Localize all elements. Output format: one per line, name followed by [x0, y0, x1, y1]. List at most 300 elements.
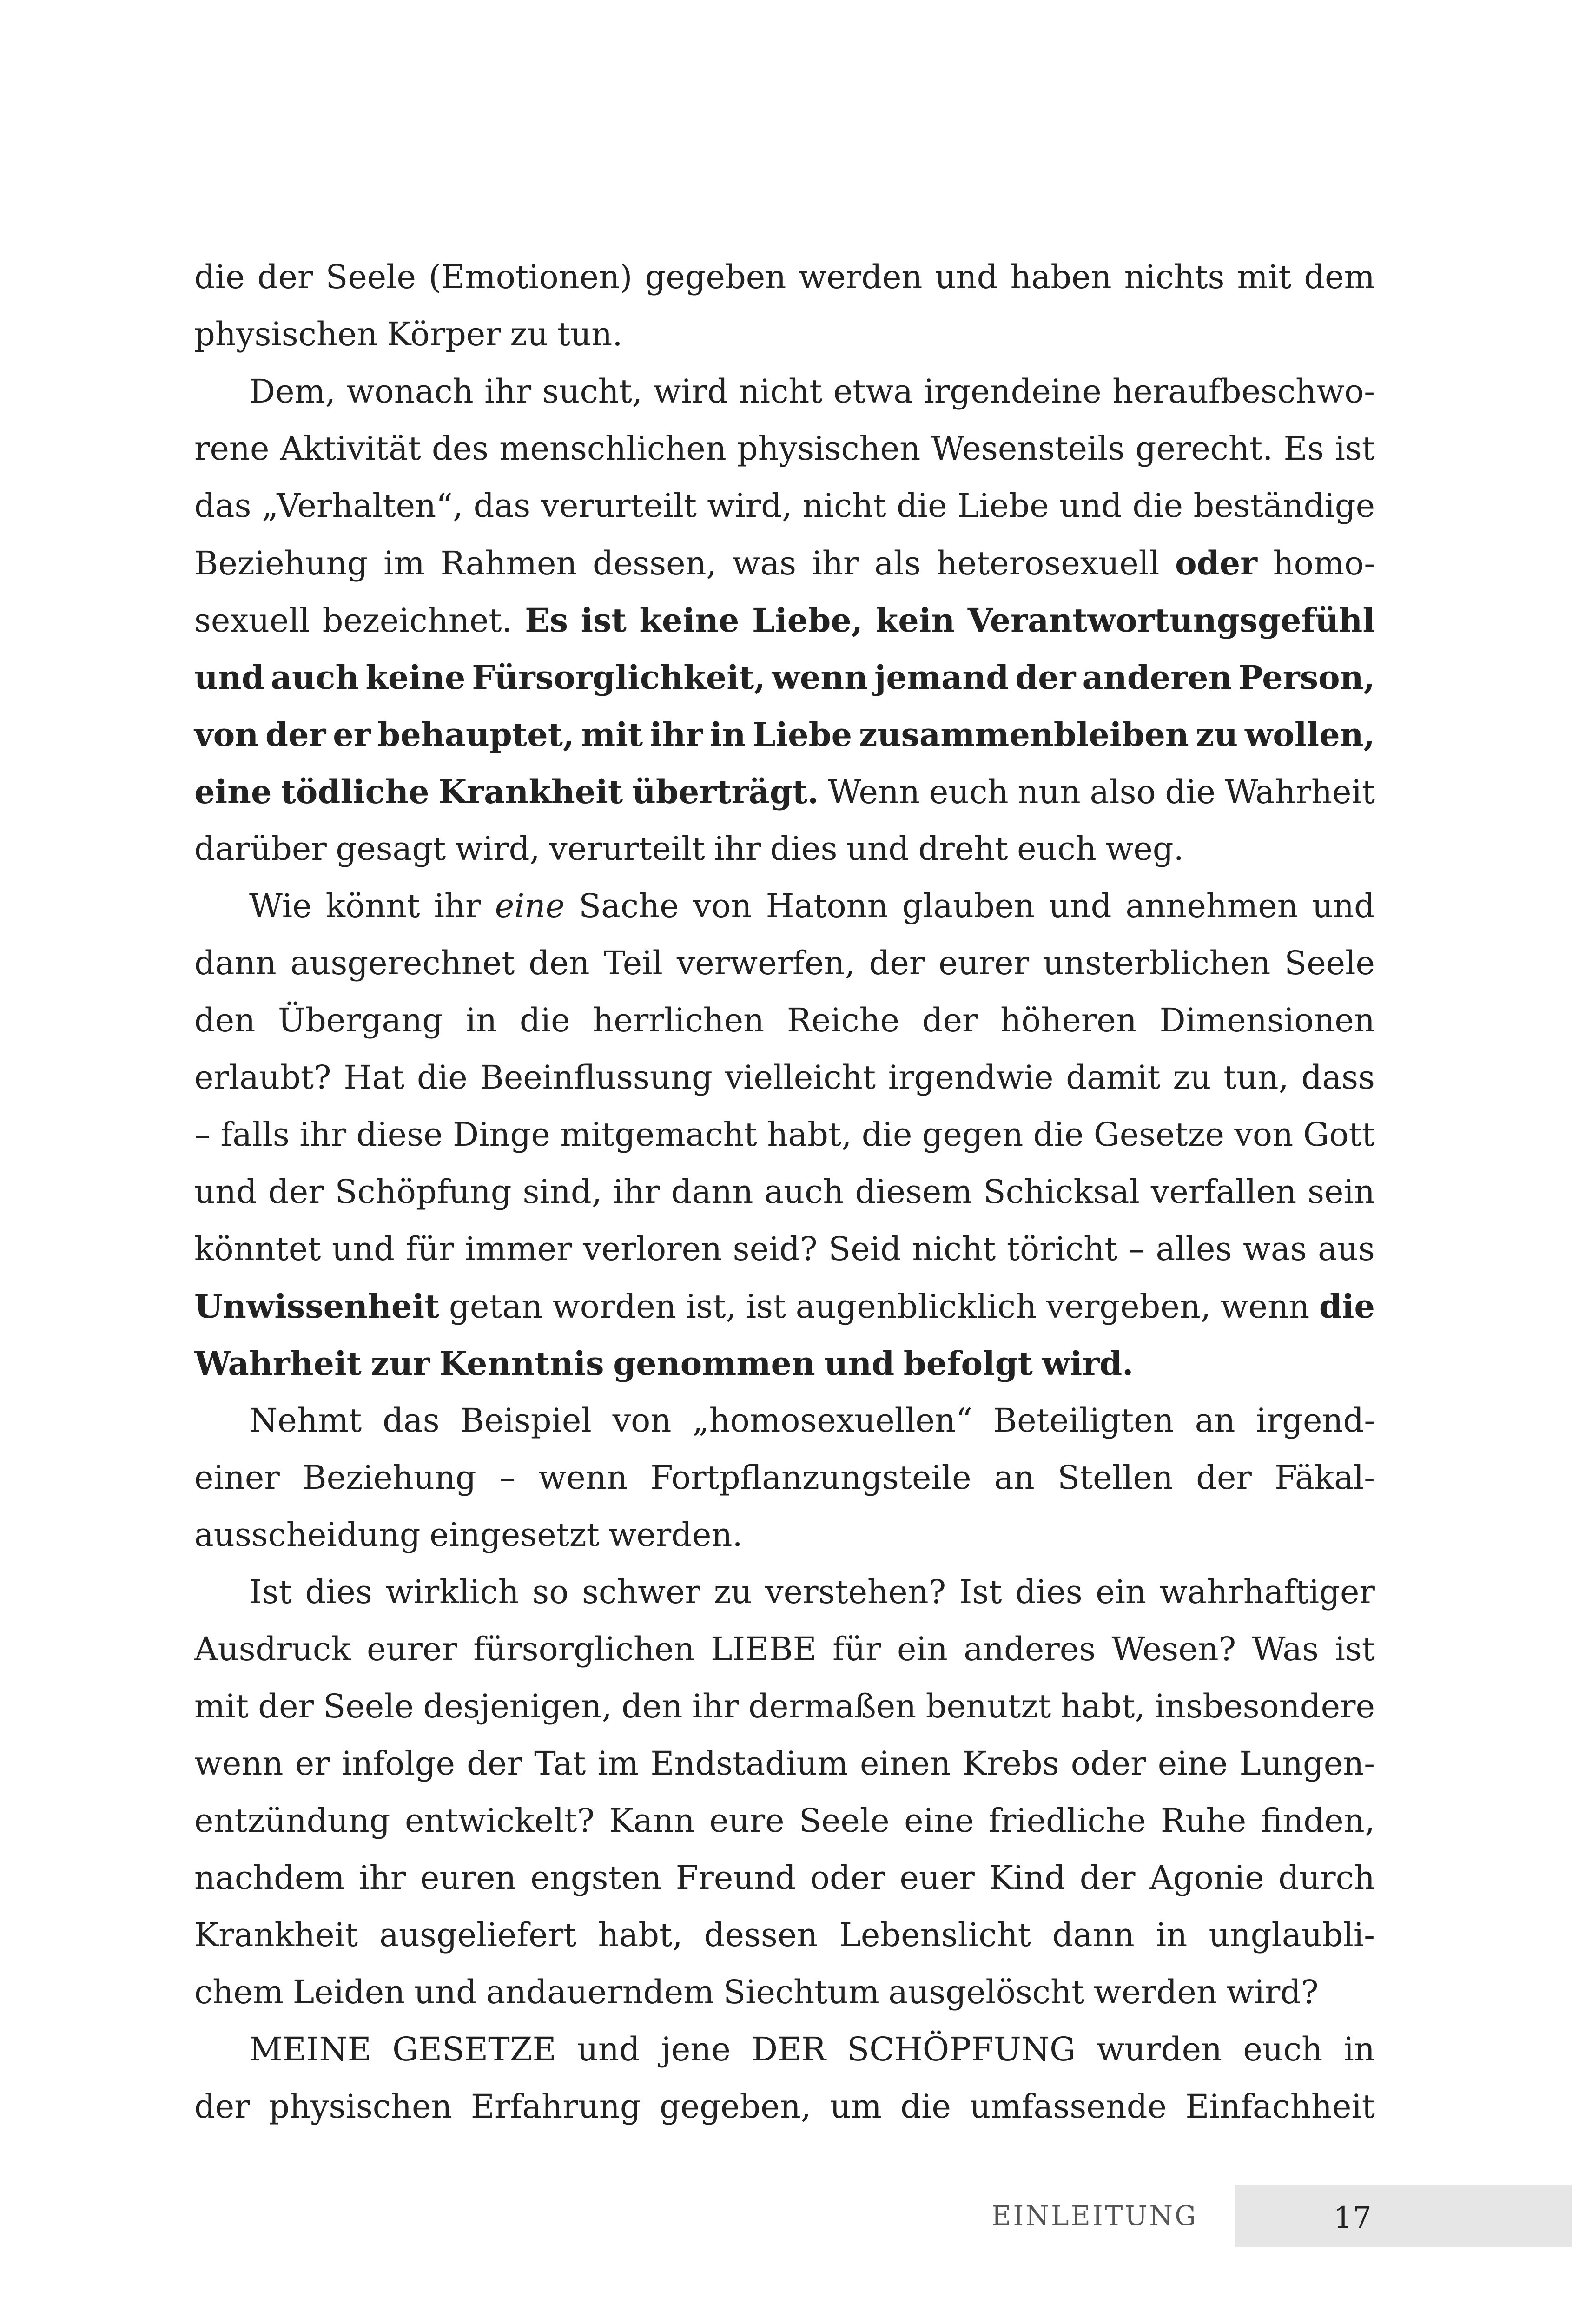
word: sein: [1308, 1173, 1375, 1211]
text-line: [194, 1449, 1375, 1506]
word: Leiden: [292, 1973, 405, 2011]
word: irgend-: [1256, 1401, 1375, 1439]
word: Dimensionen: [1159, 1001, 1375, 1039]
word: Sache: [579, 887, 679, 925]
word: ihr: [484, 372, 532, 410]
word: und: [1312, 887, 1375, 925]
word: dass: [1301, 1058, 1375, 1096]
word: dessen: [704, 1916, 818, 1954]
word: eine: [495, 887, 565, 925]
word: oder: [1175, 544, 1258, 582]
word: annehmen: [1125, 887, 1298, 925]
word: insbesondere: [1154, 1687, 1375, 1725]
word: wahrhaftiger: [1159, 1573, 1375, 1611]
word: schwer: [581, 1573, 700, 1611]
text-line: [194, 1564, 1375, 1621]
word: in: [710, 715, 746, 754]
word: finden,: [1261, 1802, 1375, 1840]
word: Aktivität: [280, 429, 421, 468]
word: und: [1049, 887, 1112, 925]
word: anderes: [964, 1630, 1096, 1668]
word: unsterblichen: [1043, 944, 1271, 982]
word: etwa: [833, 372, 913, 410]
word: ist: [1334, 429, 1375, 468]
word: Nehmt: [249, 1401, 362, 1439]
word: entwickelt?: [404, 1802, 595, 1840]
word: der: [922, 1001, 978, 1039]
text-line: [194, 820, 1375, 878]
word: und: [846, 830, 909, 868]
word: Beteiligten: [993, 1401, 1174, 1439]
word: Teil: [603, 944, 663, 982]
word: euch: [1243, 2030, 1323, 2068]
word: eine: [194, 772, 272, 811]
word: von: [693, 887, 752, 925]
word: glauben: [902, 887, 1035, 925]
word: die: [417, 1058, 468, 1096]
word: um: [830, 2087, 882, 2126]
word: also: [1090, 773, 1156, 811]
word: oder: [810, 1859, 885, 1897]
word: ausgerechnet: [290, 944, 515, 982]
word: die: [194, 258, 245, 296]
word: Liebe: [958, 487, 1049, 525]
word: überträgt.: [632, 772, 819, 811]
word: homo-: [1273, 544, 1375, 582]
word: verstehen?: [765, 1573, 946, 1611]
word: nicht: [912, 1230, 996, 1268]
word: habt,: [598, 1916, 683, 1954]
word: wirklich: [385, 1573, 519, 1611]
word: tun.: [557, 315, 623, 353]
word: für: [832, 1630, 881, 1668]
word: irgendwie: [888, 1058, 1054, 1096]
word: Seele: [1284, 944, 1375, 982]
word: Ist: [249, 1573, 292, 1611]
word: eine: [904, 1802, 974, 1840]
word: Siechtum: [723, 1973, 879, 2011]
word: (Emotionen): [429, 258, 633, 296]
word: GESETZE: [392, 2030, 556, 2068]
word: und: [1059, 487, 1122, 525]
word: auch: [271, 658, 359, 697]
word: der: [265, 715, 326, 754]
word: ihr: [692, 1687, 739, 1725]
word: das: [473, 487, 531, 525]
body-text: [194, 249, 1375, 2135]
word: behauptet,: [377, 715, 575, 754]
word: die: [1165, 773, 1216, 811]
word: Fäkal-: [1275, 1459, 1375, 1497]
text-line: [194, 477, 1375, 535]
word: wird,: [707, 487, 793, 525]
word: heterosexuell: [936, 544, 1160, 582]
word: ausgeliefert: [379, 1916, 577, 1954]
text-line: [194, 878, 1375, 935]
word: Dem,: [249, 372, 336, 410]
word: die: [861, 1116, 912, 1154]
word: in: [465, 1001, 497, 1039]
word: gerecht.: [1135, 429, 1273, 468]
word: euch: [929, 773, 1009, 811]
word: sexuell: [194, 601, 310, 640]
word: ihr: [434, 887, 481, 925]
word: umfassende: [970, 2087, 1167, 2126]
word: nichts: [1124, 258, 1225, 296]
word: benutzt: [925, 1687, 1051, 1725]
word: alles: [1156, 1230, 1232, 1268]
word: töricht: [1006, 1230, 1118, 1268]
word: die: [1319, 1287, 1375, 1326]
word: entzündung: [194, 1802, 390, 1840]
word: in: [1156, 1916, 1188, 1954]
word: an: [994, 1459, 1035, 1497]
word: und: [331, 1230, 395, 1268]
word: dann: [194, 944, 277, 982]
word: SCHÖPFUNG: [847, 2030, 1076, 2068]
word: die: [900, 2087, 951, 2126]
word: Beispiel: [460, 1401, 592, 1439]
word: augenblicklich: [795, 1287, 1037, 1326]
word: Kind: [989, 1859, 1066, 1897]
text-line: [194, 1221, 1375, 1278]
text-line: [194, 420, 1375, 477]
word: und: [824, 1344, 895, 1383]
word: wird?: [1226, 1973, 1319, 2011]
word: Agonie: [1149, 1859, 1264, 1897]
word: Seid: [828, 1230, 901, 1268]
word: seid?: [733, 1230, 818, 1268]
word: in: [1343, 2030, 1375, 2068]
word: Kann: [609, 1802, 695, 1840]
word: friedliche: [988, 1802, 1146, 1840]
word: Wahrheit: [194, 1344, 362, 1383]
word: ist: [581, 601, 627, 640]
word: Krebs: [962, 1744, 1059, 1783]
word: der: [467, 1744, 522, 1783]
text-line: [194, 706, 1375, 763]
word: nicht: [802, 487, 886, 525]
text-line: [194, 649, 1375, 706]
word: Endstadium: [650, 1744, 848, 1783]
word: anderen: [1082, 658, 1232, 697]
word: dies: [770, 830, 838, 868]
word: andauerndem: [486, 1973, 714, 2011]
word: ist: [1334, 1630, 1375, 1668]
word: mit: [1237, 258, 1292, 296]
word: als: [874, 544, 921, 582]
word: mitgemacht: [560, 1116, 757, 1154]
page-number-box: [1235, 2185, 1572, 2247]
text-line: [194, 1964, 1375, 2021]
word: durch: [1278, 1859, 1375, 1897]
text-line: [194, 363, 1375, 420]
word: wenn: [1220, 1287, 1310, 1326]
text-line: [194, 935, 1375, 992]
word: er: [295, 1744, 330, 1783]
word: der: [1196, 1459, 1252, 1497]
word: Hat: [344, 1058, 405, 1096]
word: Erfahrung: [470, 2087, 641, 2126]
word: von: [1234, 1116, 1294, 1154]
word: und: [194, 1173, 257, 1211]
word: Krankheit: [438, 772, 623, 811]
word: verwerfen,: [676, 944, 855, 982]
word: an: [1195, 1401, 1235, 1439]
word: Stellen: [1057, 1459, 1173, 1497]
word: Verantwortungsgefühl: [967, 601, 1375, 640]
word: sucht,: [542, 372, 643, 410]
word: wollen,: [1244, 715, 1375, 754]
word: das: [194, 487, 251, 525]
text-line: [194, 1392, 1375, 1449]
word: könnt: [325, 887, 420, 925]
word: die: [896, 487, 947, 525]
word: auch: [764, 1173, 844, 1211]
word: fürsorglichen: [473, 1630, 695, 1668]
word: eurer: [938, 944, 1030, 982]
word: Hatonn: [766, 887, 888, 925]
word: der: [257, 258, 313, 296]
word: Person,: [1238, 658, 1375, 697]
word: dies: [305, 1573, 372, 1611]
word: wurden: [1097, 2030, 1222, 2068]
word: den: [528, 944, 590, 982]
word: Lebenslicht: [839, 1916, 1031, 1954]
page-number: 17: [1334, 2201, 1372, 2235]
word: zu: [510, 315, 548, 353]
word: ihr: [714, 830, 761, 868]
word: des: [431, 429, 489, 468]
word: dreht: [918, 830, 1008, 868]
running-footer-section: EINLEITUNG: [991, 2200, 1198, 2232]
text-line: [194, 992, 1375, 1049]
text-line: [194, 1278, 1375, 1335]
word: dem: [1304, 258, 1375, 296]
word: zusammenbleiben: [859, 715, 1189, 754]
text-line: [194, 2078, 1375, 2135]
word: Gott: [1303, 1116, 1375, 1154]
word: Seele: [323, 1687, 414, 1725]
word: euren: [420, 1859, 516, 1897]
word: wird,: [455, 830, 540, 868]
text-line: [194, 592, 1375, 649]
text-line: [194, 1335, 1375, 1392]
word: darüber: [194, 830, 327, 868]
word: diese: [356, 1116, 443, 1154]
word: vergeben,: [1046, 1287, 1211, 1326]
word: Krankheit: [194, 1916, 358, 1954]
word: nun: [1017, 773, 1081, 811]
word: gegeben: [645, 258, 786, 296]
word: für: [405, 1230, 454, 1268]
word: Liebe,: [752, 601, 863, 640]
word: im: [383, 544, 425, 582]
word: Gesetze: [1093, 1116, 1224, 1154]
word: Ruhe: [1160, 1802, 1247, 1840]
text-line: [194, 249, 1375, 306]
word: ist: [746, 1287, 786, 1326]
word: bezeichnet.: [322, 601, 512, 640]
word: verurteilt: [549, 830, 705, 868]
word: dann: [1052, 1916, 1135, 1954]
word: oder: [1070, 1744, 1146, 1783]
word: Übergang: [277, 1001, 443, 1039]
word: so: [532, 1573, 569, 1611]
word: zu: [1196, 715, 1238, 754]
text-line: [194, 1849, 1375, 1907]
word: habt,: [1060, 1687, 1145, 1725]
word: eingesetzt: [429, 1516, 600, 1554]
word: wenn: [194, 1744, 284, 1783]
word: habt,: [767, 1116, 852, 1154]
word: Wesensteils: [931, 429, 1125, 468]
word: zu: [1173, 1058, 1211, 1096]
text-line: [194, 1792, 1375, 1849]
word: Körper: [387, 315, 501, 353]
text-line: [194, 535, 1375, 592]
word: von: [612, 1401, 672, 1439]
text-line: [194, 1621, 1375, 1678]
text-line: [194, 2021, 1375, 2078]
word: ein: [897, 1630, 948, 1668]
word: nachdem: [194, 1859, 345, 1897]
word: keine: [639, 601, 740, 640]
word: euch: [1017, 830, 1097, 868]
word: „homosexuellen“: [692, 1401, 972, 1439]
text-line: [194, 1163, 1375, 1221]
word: haben: [1010, 258, 1112, 296]
word: Liebe: [753, 715, 852, 754]
word: tun,: [1223, 1058, 1289, 1096]
word: den: [621, 1687, 683, 1725]
word: Fortpflanzungsteile: [650, 1459, 971, 1497]
word: euer: [899, 1859, 975, 1897]
word: chem: [194, 1973, 284, 2011]
word: und: [935, 258, 998, 296]
word: mit: [194, 1687, 249, 1725]
word: dies: [1015, 1573, 1083, 1611]
word: Rahmen: [440, 544, 577, 582]
word: eure: [709, 1802, 785, 1840]
word: eurer: [366, 1630, 457, 1668]
word: erlaubt?: [194, 1058, 331, 1096]
word: gegeben,: [660, 2087, 812, 2126]
word: im: [597, 1744, 639, 1783]
word: die: [1132, 487, 1183, 525]
word: sind,: [522, 1173, 602, 1211]
word: mit: [581, 715, 643, 754]
word: und: [414, 1973, 477, 2011]
word: Unwissenheit: [194, 1287, 440, 1326]
word: DER: [752, 2030, 826, 2068]
word: Seele: [325, 258, 416, 296]
word: Schicksal: [983, 1173, 1140, 1211]
word: das: [383, 1401, 440, 1439]
word: aus: [1318, 1230, 1375, 1268]
word: wenn: [772, 658, 868, 697]
word: Tat: [534, 1744, 586, 1783]
word: rene: [194, 429, 270, 468]
word: ein: [1096, 1573, 1147, 1611]
word: physischen: [269, 2087, 452, 2126]
word: damit: [1066, 1058, 1161, 1096]
word: werden: [1093, 1973, 1217, 2011]
word: der: [869, 944, 925, 982]
word: werden: [799, 258, 923, 296]
word: desjenigen,: [423, 1687, 612, 1725]
text-line: [194, 1735, 1375, 1792]
word: heraufbeschwo-: [1112, 372, 1375, 410]
word: getan: [449, 1287, 543, 1326]
word: Freund: [675, 1859, 796, 1897]
word: vielleicht: [725, 1058, 876, 1096]
word: wonach: [346, 372, 474, 410]
word: beständige: [1193, 487, 1375, 525]
word: menschlichen: [499, 429, 727, 468]
word: Wahrheit: [1224, 773, 1375, 811]
word: der: [194, 2087, 250, 2126]
word: jene: [661, 2030, 731, 2068]
word: den: [194, 1001, 256, 1039]
word: einen: [860, 1744, 951, 1783]
word: falls: [220, 1116, 290, 1154]
word: der: [1015, 658, 1076, 697]
word: –: [194, 1116, 211, 1154]
word: immer: [465, 1230, 572, 1268]
word: Ist: [959, 1573, 1002, 1611]
word: wenn: [538, 1459, 628, 1497]
word: und: [194, 658, 264, 697]
word: Es: [1283, 429, 1324, 468]
word: der: [258, 1687, 314, 1725]
text-line: [194, 763, 1375, 820]
word: Fürsorglichkeit,: [472, 658, 766, 697]
word: ihr: [359, 1859, 406, 1897]
word: verfallen: [1150, 1173, 1297, 1211]
word: eine: [1157, 1744, 1228, 1783]
word: ihr: [649, 715, 703, 754]
word: verloren: [583, 1230, 722, 1268]
word: engsten: [530, 1859, 662, 1897]
word: Kenntnis: [439, 1344, 604, 1383]
word: der: [1079, 1859, 1136, 1897]
word: verurteilt: [541, 487, 697, 525]
word: herrlichen: [593, 1001, 765, 1039]
word: der: [268, 1173, 324, 1211]
word: von: [194, 715, 259, 754]
word: unglaubli-: [1209, 1916, 1375, 1954]
word: was: [732, 544, 797, 582]
text-line: [194, 306, 1375, 363]
word: die: [519, 1001, 570, 1039]
word: die: [1033, 1116, 1084, 1154]
word: ihr: [613, 1173, 660, 1211]
word: er: [333, 715, 371, 754]
word: zu: [713, 1573, 752, 1611]
word: Schöpfung: [335, 1173, 512, 1211]
word: könntet: [194, 1230, 321, 1268]
word: tödliche: [281, 772, 429, 811]
word: weg.: [1105, 830, 1184, 868]
word: keine: [365, 658, 466, 697]
word: Reiche: [786, 1001, 900, 1039]
word: Es: [525, 601, 568, 640]
word: ihr: [812, 544, 859, 582]
word: ist,: [686, 1287, 737, 1326]
word: –: [499, 1459, 516, 1497]
word: einer: [194, 1459, 280, 1497]
